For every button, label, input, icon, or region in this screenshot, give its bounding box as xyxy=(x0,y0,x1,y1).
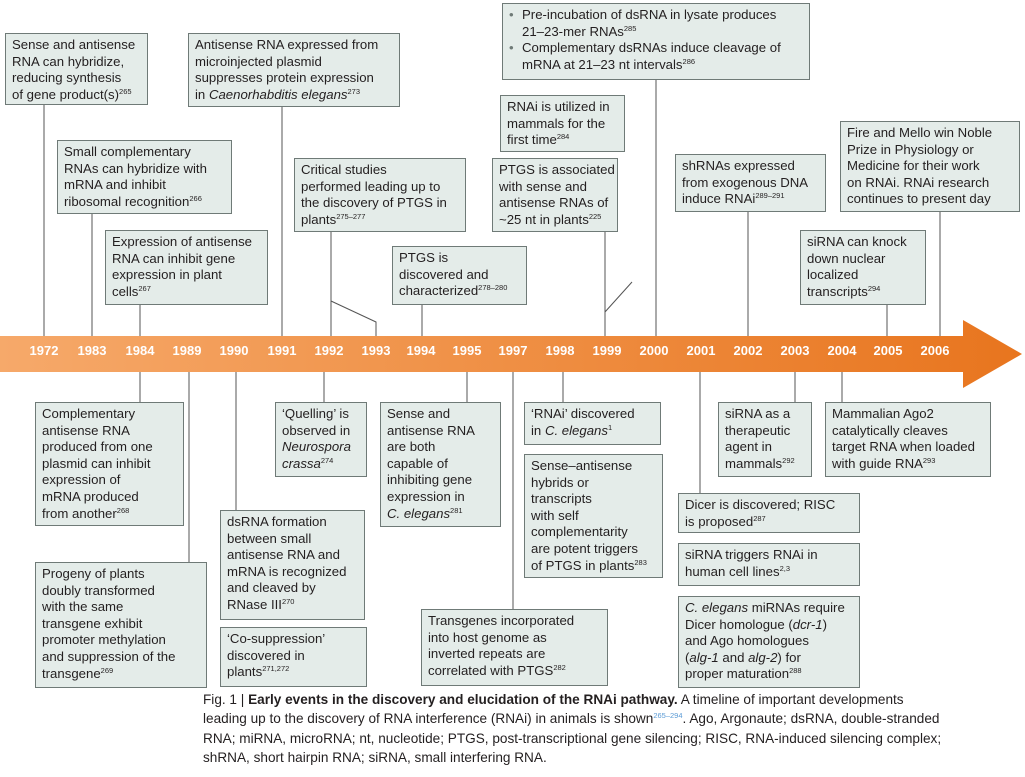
event-box-2004 xyxy=(825,402,991,477)
event-text-line: discovered in xyxy=(227,647,305,663)
event-box-1992-quelling xyxy=(275,402,367,477)
event-text-line: mammals$^{292}$ xyxy=(725,455,795,471)
event-text-line: siRNA as a xyxy=(725,406,791,421)
connector-line xyxy=(605,282,632,336)
event-box-2001-sirna xyxy=(678,543,860,586)
event-box-1984 xyxy=(105,230,268,305)
year-2005: 2005 xyxy=(873,343,903,358)
caption-line-4: shRNA, short hairpin RNA; siRNA, small interfering RNA. xyxy=(203,750,547,766)
year-2006: 2006 xyxy=(920,343,950,358)
event-text-line: antisense RNAs of xyxy=(499,195,609,211)
event-text-line: • Pre-incubation of dsRNA in lysate produces xyxy=(509,7,804,24)
event-text-line: hybrids or xyxy=(531,474,589,490)
event-text-line: and suppression of the xyxy=(42,648,176,664)
event-text-line: PTGS is associated xyxy=(499,162,615,177)
event-box-1999-ptgs xyxy=(492,158,618,232)
event-box-2006 xyxy=(840,121,1020,212)
event-text-line: Transgenes incorporated xyxy=(428,613,575,628)
event-text-line: inhibiting gene xyxy=(387,472,473,488)
event-box-1990-cosuppression xyxy=(220,627,367,687)
event-text-line: doubly transformed xyxy=(42,582,155,598)
event-text-line: and Ago homologues xyxy=(685,633,809,649)
event-text-line: Mammalian Ago2 xyxy=(832,406,934,421)
event-text-line: performed leading up to xyxy=(301,178,441,194)
event-text-line: plants$^{275-277}$ xyxy=(301,211,366,227)
event-text-line: ‘Co-suppression’ xyxy=(227,631,326,646)
event-text-line: RNA can hybridize, xyxy=(12,53,125,69)
event-text-line: Progeny of plants xyxy=(42,566,145,581)
event-text-line: mRNA is recognized xyxy=(227,563,347,579)
year-1989: 1989 xyxy=(172,343,202,358)
event-text-line: expression in xyxy=(387,488,465,504)
event-text-line: complementarity xyxy=(531,524,628,540)
event-box-1999-mammals xyxy=(500,95,625,152)
event-text-line: promoter methylation xyxy=(42,632,166,648)
year-1994: 1994 xyxy=(406,343,436,358)
event-text-line: plasmid can inhibit xyxy=(42,455,151,471)
event-box-1997 xyxy=(421,609,608,686)
event-box-2001-dicer xyxy=(678,493,860,533)
event-text-line: mRNA produced xyxy=(42,488,139,504)
event-text-line: are both xyxy=(387,439,436,455)
event-text-line: capable of xyxy=(387,455,448,471)
event-text-line: Sense and xyxy=(387,406,451,421)
event-text-line: discovered and xyxy=(399,266,489,282)
event-box-1989 xyxy=(35,562,207,688)
event-text-line: crassa$^{274}$ xyxy=(282,455,334,471)
year-1997: 1997 xyxy=(498,343,528,358)
event-text-line: C. elegans$^{281}$ xyxy=(387,505,463,521)
event-text-line: target RNA when loaded xyxy=(832,439,975,455)
event-text-line: Sense–antisense xyxy=(531,458,633,473)
event-text-line: PTGS is xyxy=(399,250,449,265)
event-text-line: ‘Quelling’ is xyxy=(282,406,349,421)
event-text-line: of PTGS in plants$^{283}$ xyxy=(531,557,647,573)
event-text-line: antisense RNA xyxy=(387,422,475,438)
event-text-line: 21–23-mer RNAs$^{285}$ xyxy=(522,23,637,39)
event-text-line: inverted repeats are xyxy=(428,646,546,662)
event-text-line: RNAs can hybridize with xyxy=(64,160,207,176)
event-text-line: Neurospora xyxy=(282,439,351,455)
event-text-line: ‘RNAi’ discovered xyxy=(531,406,635,421)
event-box-1998-rnai xyxy=(524,402,661,445)
event-text-line: siRNA can knock xyxy=(807,234,907,249)
event-text-line: (alg-1 and alg-2) for xyxy=(685,649,801,665)
event-text-line: with sense and xyxy=(499,178,587,194)
event-text-line: Prize in Physiology or xyxy=(847,141,974,157)
event-text-line: continues to present day xyxy=(847,191,991,207)
event-text-line: RNAi is utilized in xyxy=(507,99,610,114)
event-box-1972 xyxy=(5,33,148,105)
event-text-line: is proposed$^{287}$ xyxy=(685,513,766,529)
event-box-2002-therapeutic xyxy=(718,402,812,477)
event-box-1983 xyxy=(57,140,232,214)
connector-line xyxy=(331,301,376,336)
year-1992: 1992 xyxy=(314,343,344,358)
event-box-2002-shrna xyxy=(675,154,826,212)
event-text-line: dsRNA formation xyxy=(227,514,327,529)
event-text-line: plants$^{271,272}$ xyxy=(227,664,290,680)
event-text-line: antisense RNA and xyxy=(227,547,340,563)
caption-line-1: Fig. 1 | Early events in the discovery and elucidation of the RNAi pathway. A timeline of important developments xyxy=(203,692,904,707)
event-text-line: Expression of antisense xyxy=(112,234,253,249)
event-text-line: ~25 nt in plants$^{225}$ xyxy=(499,211,602,227)
caption-line-2: leading up to the discovery of RNA interference (RNAi) in animals is shown$^{265-294}$. Ago, Argonaute; dsRNA, double-stranded xyxy=(203,711,940,727)
event-text-line: expression of xyxy=(42,472,121,488)
year-2004: 2004 xyxy=(827,343,857,358)
year-2003: 2003 xyxy=(780,343,810,358)
event-text-line: transgene$^{269}$ xyxy=(42,665,114,681)
event-text-line: microinjected plasmid xyxy=(195,53,322,69)
event-text-line: mRNA at 21–23 nt intervals$^{286}$ xyxy=(522,56,696,72)
event-text-line: the discovery of PTGS in xyxy=(301,195,447,211)
event-text-line: of gene $product(s)^{265}$ xyxy=(12,86,132,102)
caption-line-3: RNA; miRNA, microRNA; nt, nucleotide; PTGS, post-transcriptional gene silencing; RISC, RNA-induced silencing complex; xyxy=(203,730,942,746)
year-1972: 1972 xyxy=(29,343,59,358)
figure-caption xyxy=(203,690,1018,768)
event-text-line: Small complementary xyxy=(64,144,191,159)
event-text-line: agent in xyxy=(725,439,772,455)
event-text-line: between small xyxy=(227,530,312,546)
event-box-1991 xyxy=(188,33,400,107)
event-text-line: RNA can inhibit gene xyxy=(112,250,236,266)
event-text-line: • Complementary dsRNAs induce cleavage of xyxy=(509,40,804,57)
event-text-line: shRNAs expressed xyxy=(682,158,795,173)
event-text-line: cells$^{267}$ xyxy=(112,283,151,299)
event-text-line: transcripts$^{294}$ xyxy=(807,283,881,299)
year-2002: 2002 xyxy=(733,343,763,358)
event-text-line: into host genome as xyxy=(428,629,547,645)
event-box-1984-plasmid xyxy=(35,402,184,526)
event-text-line: proper maturation$^{288}$ xyxy=(685,666,802,682)
event-text-line: therapeutic xyxy=(725,422,791,438)
event-text-line: observed in xyxy=(282,422,351,438)
event-text-line: on RNAi. RNAi research xyxy=(847,174,990,190)
event-text-line: from another$^{268}$ xyxy=(42,505,130,521)
event-text-line: reducing synthesis xyxy=(12,70,122,86)
event-text-line: Dicer homologue (dcr-1) xyxy=(685,616,827,632)
event-text-line: first time$^{284}$ xyxy=(507,132,570,148)
event-text-line: from exogenous DNA xyxy=(682,174,809,190)
year-1995: 1995 xyxy=(452,343,482,358)
year-1984: 1984 xyxy=(125,343,155,358)
event-text-line: and cleaved by xyxy=(227,580,316,596)
event-text-line: transgene exhibit xyxy=(42,615,143,631)
event-text-line: transcripts xyxy=(531,491,592,507)
event-box-1992-ptgs-studies xyxy=(294,158,466,232)
event-text-line: Antisense RNA expressed from xyxy=(195,37,379,52)
event-text-line: Medicine for their work xyxy=(847,158,980,174)
year-2001: 2001 xyxy=(686,343,716,358)
event-text-line: in C. elegans$^1$ xyxy=(531,422,613,438)
year-1999: 1999 xyxy=(592,343,622,358)
year-2000: 2000 xyxy=(639,343,669,358)
event-text-line: Dicer is discovered; RISC xyxy=(685,497,836,512)
event-box-1995 xyxy=(380,402,501,527)
event-text-line: Complementary xyxy=(42,406,136,421)
event-box-2005 xyxy=(800,230,926,305)
event-text-line: antisense RNA xyxy=(42,422,130,438)
event-text-line: correlated with PTGS$^{282}$ xyxy=(428,662,566,678)
event-box-2001-mirna xyxy=(678,596,860,688)
event-text-line: C. elegans miRNAs require xyxy=(685,600,845,615)
event-text-line: with guide RNA$^{293}$ xyxy=(832,455,936,471)
event-text-line: ribosomal recognition$^{266}$ xyxy=(64,193,202,209)
event-text-line: produced from one xyxy=(42,439,153,455)
year-1983: 1983 xyxy=(77,343,107,358)
event-box-1994 xyxy=(392,246,527,305)
event-text-line: catalytically cleaves xyxy=(832,422,948,438)
event-box-2000 xyxy=(502,3,810,80)
event-text-line: siRNA triggers RNAi in xyxy=(685,547,818,562)
event-text-line: characterized$^{278-280}$ xyxy=(399,283,508,299)
event-box-1990-dsrna xyxy=(220,510,365,620)
event-text-line: mammals for the xyxy=(507,115,606,131)
event-text-line: suppresses protein expression xyxy=(195,70,374,86)
event-text-line: expression in plant xyxy=(112,267,222,283)
event-text-line: are potent triggers xyxy=(531,540,639,556)
event-text-line: induce RNAi$^{289-291}$ xyxy=(682,191,785,207)
event-text-line: mRNA and inhibit xyxy=(64,177,166,193)
event-text-line: Fire and Mello win Noble xyxy=(847,125,993,140)
year-1998: 1998 xyxy=(545,343,575,358)
event-text-line: Critical studies xyxy=(301,162,387,177)
event-box-1998-hybrids xyxy=(524,454,663,578)
event-text-line: RNase III$^{270}$ xyxy=(227,596,295,612)
year-1990: 1990 xyxy=(219,343,249,358)
year-1991: 1991 xyxy=(267,343,297,358)
event-text-line: with the same xyxy=(42,599,124,615)
event-text-line: Sense and antisense xyxy=(12,37,136,52)
year-1993: 1993 xyxy=(361,343,391,358)
event-text-line: human cell lines$^{2,3}$ xyxy=(685,563,790,579)
event-text-line: down nuclear xyxy=(807,250,886,266)
event-text-line: with self xyxy=(531,507,579,523)
event-text-line: localized xyxy=(807,267,859,283)
event-text-line: in Caenorhabditis elegans$^{273}$ xyxy=(195,86,361,102)
